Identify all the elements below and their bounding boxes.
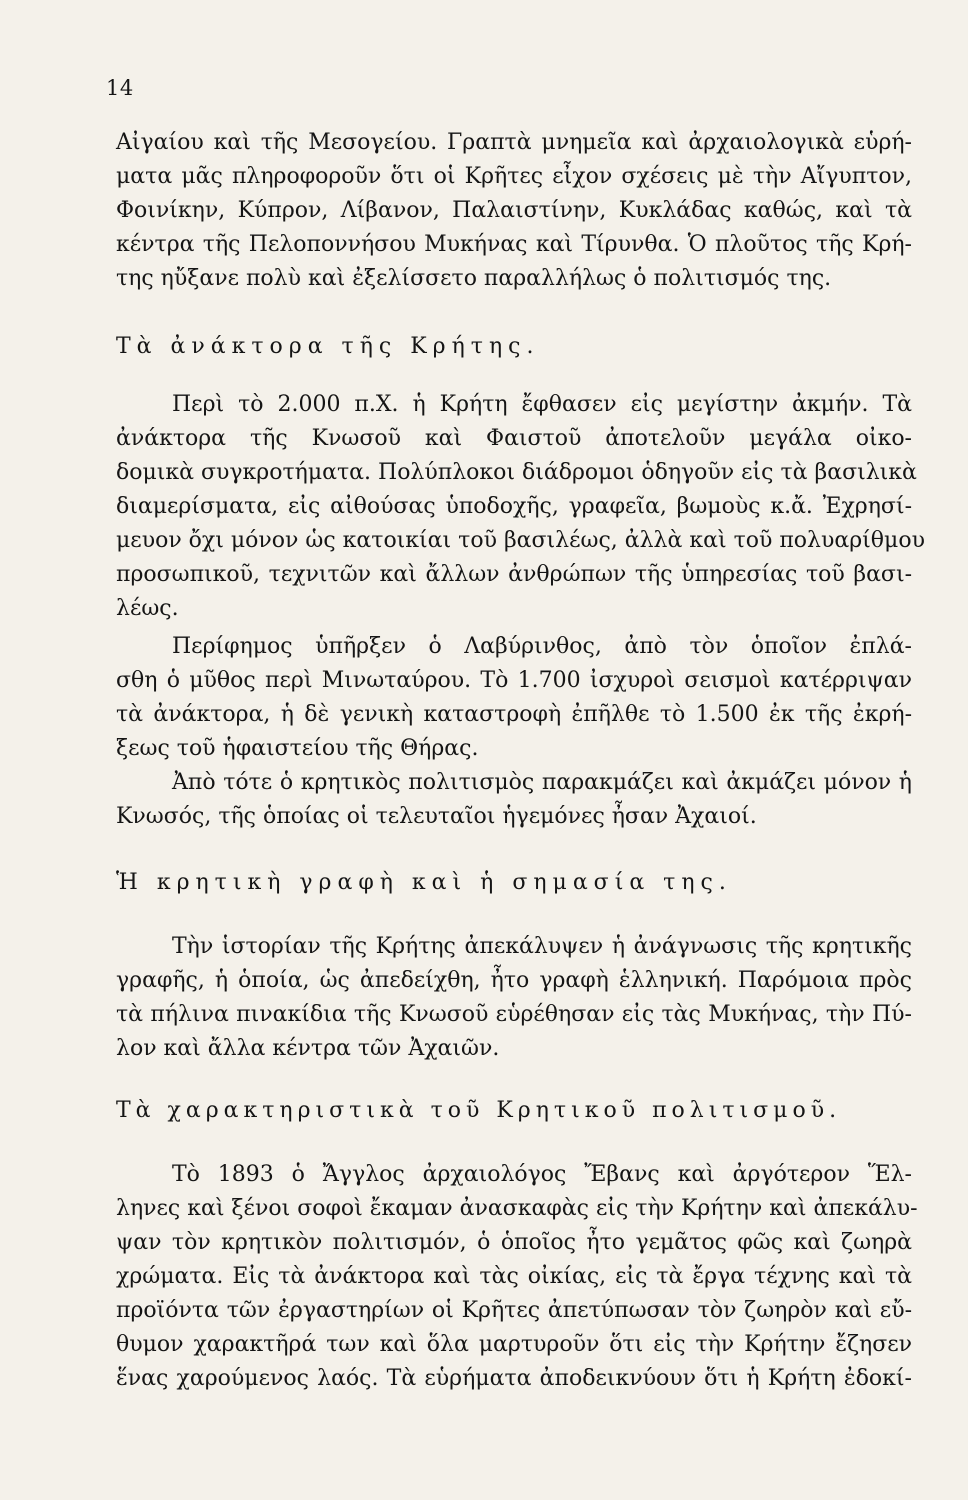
text-line: Ἀπὸ τότε ὁ κρητικὸς πολιτισμὸς παρακμάζει καὶ ἀκμάζει μόνον ἡ [172,770,912,795]
paragraph-palaces [116,388,925,626]
paragraph-script [116,930,912,1066]
text-line: ἕνας χαρούμενος λαός. Τὰ εὑρήματα ἀποδεικνύουν ὅτι ἡ Κρήτη ἐδοκί- [116,1366,912,1391]
paragraph-excavations [116,1158,918,1396]
paragraph-aegean-relations [116,126,912,296]
paragraph-decline [116,766,912,834]
text-line: Περὶ τὸ 2.000 π.Χ. ἡ Κρήτη ἔφθασεν εἰς μεγίστην ἀκμήν. Τὰ [172,392,912,417]
paragraph-labyrinth [116,630,912,766]
page-number: 14 [106,76,134,100]
text-line: προσωπικοῦ, τεχνιτῶν καὶ ἄλλων ἀνθρώπων τῆς ὑπηρεσίας τοῦ βασι- [116,562,912,587]
text-line: Κνωσός, τῆς ὁποίας οἱ τελευταῖοι ἡγεμόνες ἦσαν Ἀχαιοί. [116,804,757,829]
text-line: Φοινίκην, Κύπρον, Λίβανον, Παλαιστίνην, Κυκλάδας καθώς, καὶ τὰ [116,198,912,223]
text-line: προϊόντα τῶν ἐργαστηρίων οἱ Κρῆτες ἀπετύπωσαν τὸν ζωηρὸν καὶ εὔ- [116,1298,912,1323]
section-heading-script: Ἡ κρητικὴ γραφὴ καὶ ἡ σημασία της. [116,870,732,895]
text-line: Τὴν ἱστορίαν τῆς Κρήτης ἀπεκάλυψεν ἡ ἀνάγνωσις τῆς κρητικῆς [172,934,912,959]
text-line: Τὸ 1893 ὁ Ἄγγλος ἀρχαιολόγος Ἔβανς καὶ ἀργότερον Ἕλ- [172,1162,912,1187]
text-line: λέως. [116,596,179,621]
text-line: λον καὶ ἄλλα κέντρα τῶν Ἀχαιῶν. [116,1036,500,1061]
text-line: τὰ ἀνάκτορα, ἡ δὲ γενικὴ καταστροφὴ ἐπῆλθε τὸ 1.500 ἐκ τῆς ἐκρή- [116,702,912,727]
text-line: ληνες καὶ ξένοι σοφοὶ ἔκαμαν ἀνασκαφὰς εἰς τὴν Κρήτην καὶ ἀπεκάλυ- [116,1196,918,1221]
text-line: σθη ὁ μῦθος περὶ Μινωταύρου. Τὸ 1.700 ἰσχυροὶ σεισμοὶ κατέρριψαν [116,668,912,693]
text-line: κέντρα τῆς Πελοποννήσου Μυκήνας καὶ Τίρυνθα. Ὁ πλοῦτος τῆς Κρή- [116,232,912,257]
text-line: Περίφημος ὑπῆρξεν ὁ Λαβύρινθος, ἀπὸ τὸν ὁποῖον ἐπλά- [172,634,912,659]
text-line: μευον ὄχι μόνον ὡς κατοικίαι τοῦ βασιλέως, ἀλλὰ καὶ τοῦ πολυαρίθμου [116,528,925,553]
text-line: ἀνάκτορα τῆς Κνωσοῦ καὶ Φαιστοῦ ἀποτελοῦν μεγάλα οἰκο- [116,426,912,451]
text-line: ματα μᾶς πληροφοροῦν ὅτι οἱ Κρῆτες εἶχον σχέσεις μὲ τὴν Αἴγυπτον, [116,164,912,189]
text-line: Αἰγαίου καὶ τῆς Μεσογείου. Γραπτὰ μνημεῖα καὶ ἀρχαιολογικὰ εὑρή- [116,130,912,155]
section-heading-characteristics: Τὰ χαρακτηριστικὰ τοῦ Κρητικοῦ πολιτισμοῦ. [116,1098,842,1123]
section-heading-palaces: Τὰ ἀνάκτορα τῆς Κρήτης. [116,334,540,359]
text-line: της ηὔξανε πολὺ καὶ ἐξελίσσετο παραλλήλως ὁ πολιτισμός της. [116,266,832,291]
text-line: θυμον χαρακτῆρά των καὶ ὅλα μαρτυροῦν ὅτι εἰς τὴν Κρήτην ἔζησεν [116,1332,912,1357]
text-line: διαμερίσματα, εἰς αἰθούσας ὑποδοχῆς, γραφεῖα, βωμοὺς κ.ἄ. Ἐχρησί- [116,494,912,519]
text-line: ψαν τὸν κρητικὸν πολιτισμόν, ὁ ὁποῖος ἦτο γεμᾶτος φῶς καὶ ζωηρὰ [116,1230,912,1255]
text-line: τὰ πήλινα πινακίδια τῆς Κνωσοῦ εὑρέθησαν εἰς τὰς Μυκήνας, τὴν Πύ- [116,1002,912,1027]
text-line: δομικὰ συγκροτήματα. Πολύπλοκοι διάδρομοι ὁδηγοῦν εἰς τὰ βασιλικὰ [116,460,917,485]
text-line: ξεως τοῦ ἡφαιστείου τῆς Θήρας. [116,736,479,761]
text-line: χρώματα. Εἰς τὰ ἀνάκτορα καὶ τὰς οἰκίας, εἰς τὰ ἔργα τέχνης καὶ τὰ [116,1264,912,1289]
text-line: γραφῆς, ἡ ὁποία, ὡς ἀπεδείχθη, ἦτο γραφὴ ἑλληνική. Παρόμοια πρὸς [116,968,912,993]
